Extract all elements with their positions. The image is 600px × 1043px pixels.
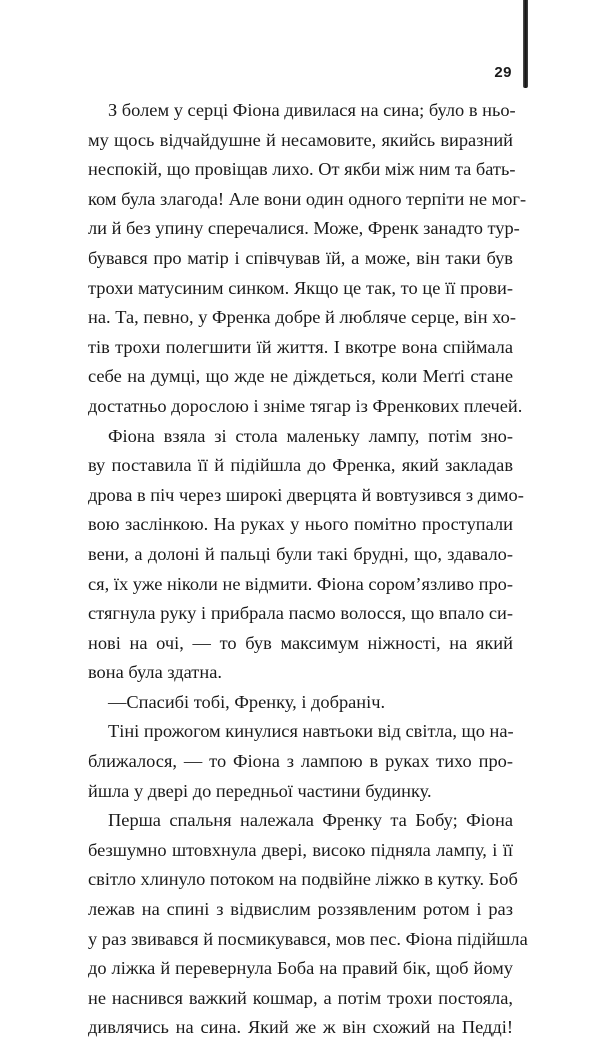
text-line: дивлячись на сина. Який же ж він схожий на Педді! xyxy=(88,1017,513,1038)
text-line: лежав на спині з відвислим роззявленим ротом і раз xyxy=(88,899,513,920)
text-line: на. Та, певно, у Френка добре й люблячe серце, він хо- xyxy=(88,307,516,328)
text-line: до ліжка й перевернула Боба на правий бік, щоб йому xyxy=(88,958,513,979)
text-line: ли й без упину сперечалися. Може, Френк занадто тур- xyxy=(88,218,520,239)
text-line: нові на очі, — то був максимум ніжності, на який xyxy=(88,632,513,653)
text-line: —Спасибі тобі, Френку, і добраніч. xyxy=(108,691,386,712)
text-line: му щось відчайдушне й несамовите, якийсь виразний xyxy=(88,129,513,150)
text-line: у раз звивався й посмикувався, мов пес. Фіона підійшла xyxy=(88,928,528,949)
text-line: неспокій, що провіщав лихо. От якби між ним та бать- xyxy=(88,159,516,180)
text-line: Фіона взяла зі стола маленьку лампу, потім зно- xyxy=(108,425,513,446)
text-line: дрова в піч через широкі дверцята й вовтузився з димо- xyxy=(88,484,524,505)
text-line: тів трохи полегшити їй життя. І вкотре вона спіймала xyxy=(88,336,513,357)
text-line: З болем у серці Фіона дивилася на сина; було в ньо- xyxy=(108,100,516,120)
text-line: безшумно штовхнула двері, високо підняла лампу, і її xyxy=(88,839,513,860)
text-line: ближалося, — то Фіона з лампою в руках тихо про- xyxy=(88,751,513,772)
text-line: ся, їх уже ніколи не відмити. Фіона сором’язливо про- xyxy=(88,573,513,594)
page-edge-mark xyxy=(523,0,528,88)
text-line: не наснився важкий кошмар, а потім трохи постояла, xyxy=(88,987,513,1008)
text-line: вени, а долоні й пальці були такі брудні, що, здавало- xyxy=(88,543,513,564)
page-number: 29 xyxy=(494,64,512,81)
text-line: йшла у двері до передньої частини будинку. xyxy=(88,780,432,801)
text-line: бувався про матір і співчував їй, а може, він таки був xyxy=(88,247,513,268)
text-line: ком була злагода! Але вони один одного терпіти не мог- xyxy=(88,188,527,209)
text-line: достатньо дорослою і зніме тягар із Френкових плечей. xyxy=(88,395,523,416)
body-text xyxy=(88,96,528,1043)
text-line: трохи матусиним синком. Якщо це так, то це її прови- xyxy=(88,277,513,298)
text-line: стягнула руку і прибрала пасмо волосся, що впало си- xyxy=(88,603,513,624)
text-line: вою заслінкою. На руках у нього помітно проступали xyxy=(88,514,513,535)
text-line: себе на думці, що жде не діждеться, коли Меґґі стане xyxy=(88,366,513,387)
text-line: ву поставила її й підійшла до Френка, який закладав xyxy=(88,455,513,476)
text-line: вона була здатна. xyxy=(88,662,222,683)
text-line: Перша спальня належала Френку та Бобу; Фіона xyxy=(108,810,513,831)
text-line: Тіні прожогом кинулися навтьоки від світла, що на- xyxy=(108,721,514,742)
text-line: світло хлинуло потоком на подвійне ліжко в кутку. Боб xyxy=(88,869,518,890)
